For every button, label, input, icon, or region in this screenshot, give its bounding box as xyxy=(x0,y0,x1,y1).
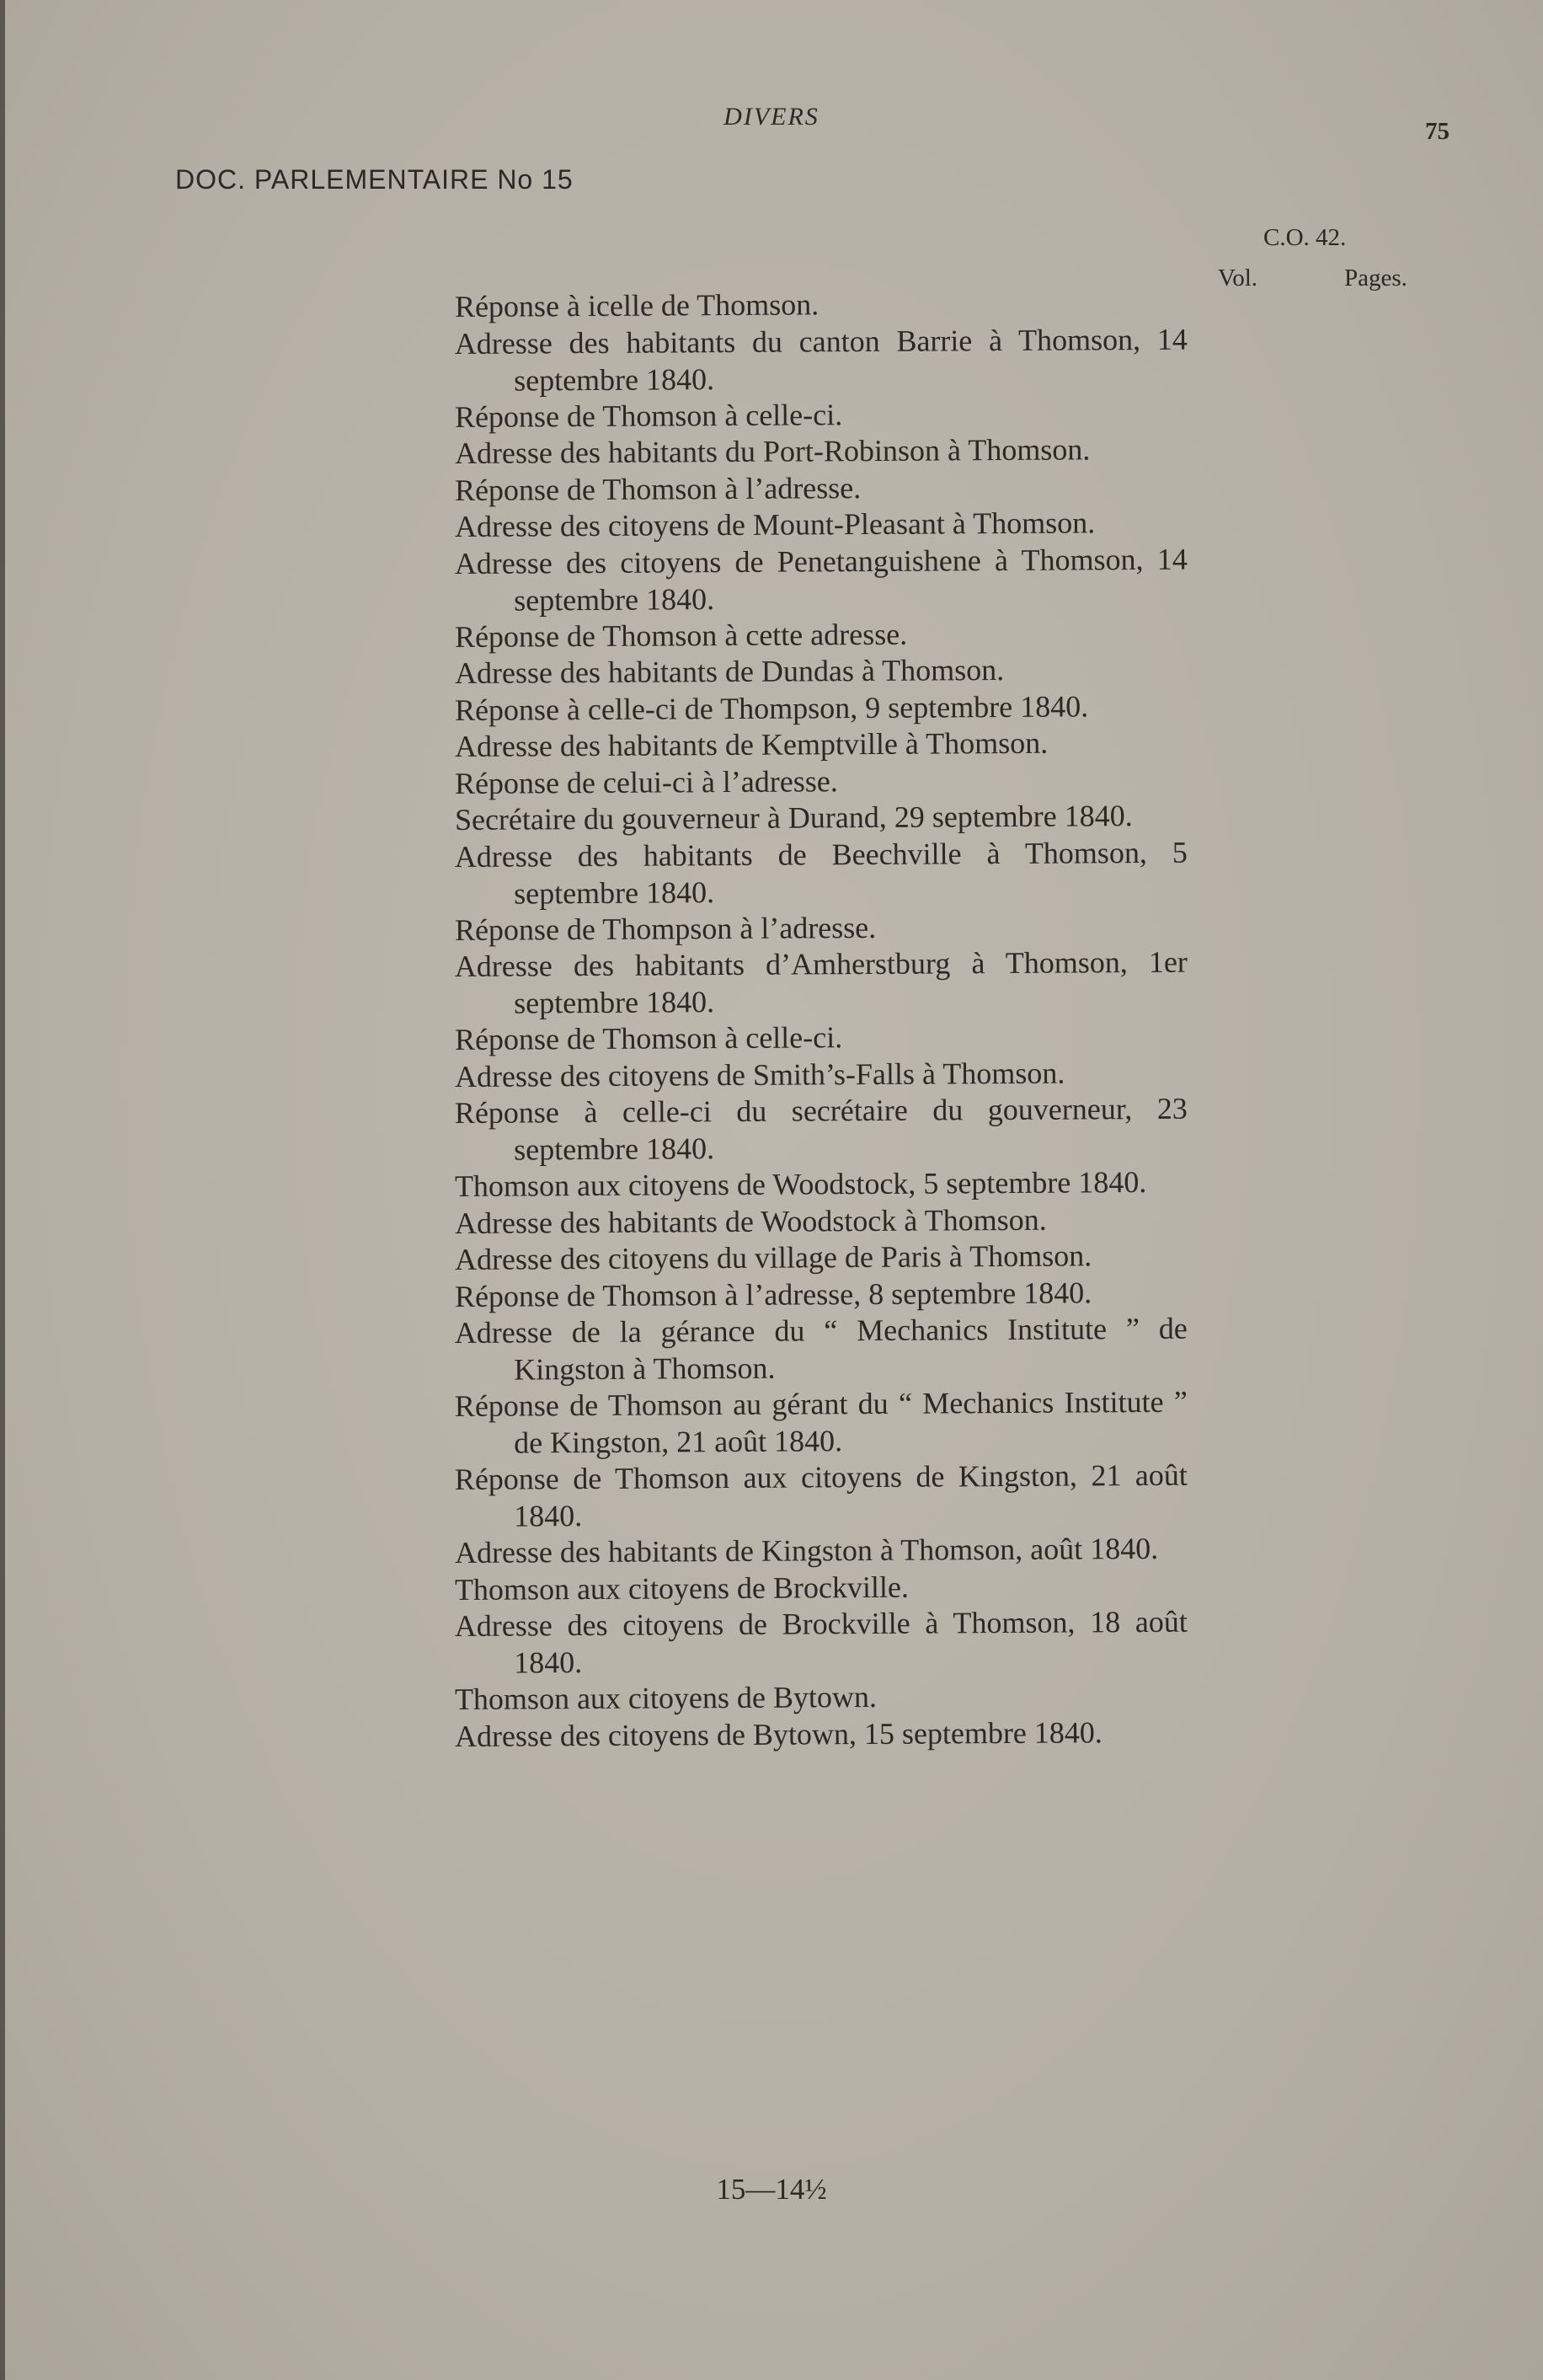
running-title: DIVERS xyxy=(723,103,820,131)
list-item: Réponse de Thomson à l’adresse. xyxy=(454,470,862,507)
page-binding-edge xyxy=(0,0,5,2380)
list-item: Adresse des citoyens de Bytown, 15 septembre 1840. xyxy=(454,1714,1103,1753)
list-item: Adresse des habitants de Kemptville à Thomson. xyxy=(454,725,1049,763)
list-item: Adresse de la gérance du “ Mechanics Institute ” de Kingston à Thomson. xyxy=(454,1311,1188,1387)
pages-column-header: Pages. xyxy=(1344,265,1407,291)
list-item: Adresse des habitants du canton Barrie à Thomson, 14 septembre 1840. xyxy=(454,322,1188,397)
list-item: Adresse des habitants d’Amherstburg à Thomson, 1er septembre 1840. xyxy=(454,944,1188,1020)
list-item: Adresse des citoyens de Brockville à Thomson, 18 août 1840. xyxy=(454,1604,1188,1680)
list-item: Adresse des habitants de Beechville à Thomson, 5 septembre 1840. xyxy=(454,835,1188,910)
list-item: Réponse de Thomson à celle-ci. xyxy=(454,397,843,434)
list-item: Adresse des citoyens de Mount-Pleasant à Thomson. xyxy=(454,505,1096,543)
list-item: Réponse de Thomson aux citoyens de Kingston, 21 août 1840. xyxy=(454,1457,1188,1533)
list-item: Adresse des habitants de Woodstock à Thomson. xyxy=(454,1202,1047,1240)
list-item: Réponse de Thomson à l’adresse, 8 septembre 1840. xyxy=(454,1275,1092,1313)
list-item: Adresse des citoyens de Smith’s-Falls à Thomson. xyxy=(454,1056,1065,1094)
list-item: Secrétaire du gouverneur à Durand, 29 septembre 1840. xyxy=(454,799,1133,837)
list-item: Thomson aux citoyens de Brockville. xyxy=(454,1570,910,1607)
list-item: Réponse à icelle de Thomson. xyxy=(454,287,820,324)
list-item: Réponse de Thompson à l’adresse. xyxy=(454,910,877,947)
list-item: Adresse des habitants de Dundas à Thomson. xyxy=(454,653,1005,690)
volume-column-header: Vol. xyxy=(1218,265,1258,291)
list-item: Thomson aux citoyens de Bytown. xyxy=(454,1679,878,1716)
signature-mark: 15—14½ xyxy=(716,2173,827,2206)
list-item: Réponse de celui-ci à l’adresse. xyxy=(454,763,838,800)
list-item: Adresse des citoyens du village de Paris à Thomson. xyxy=(454,1238,1092,1276)
list-item: Adresse des habitants de Kingston à Thomson, août 1840. xyxy=(454,1531,1159,1570)
list-item: Adresse des habitants du Port-Robinson à Thomson. xyxy=(454,432,1091,470)
list-item: Réponse à celle-ci du secrétaire du gouverneur, 23 septembre 1840. xyxy=(454,1091,1188,1167)
reference-series-label: C.O. 42. xyxy=(1263,224,1347,251)
list-item: Réponse de Thomson à celle-ci. xyxy=(454,1020,843,1056)
entry-list xyxy=(455,289,1188,1755)
list-item: Adresse des citoyens de Penetanguishene à Thomson, 14 septembre 1840. xyxy=(454,542,1188,617)
list-item: Thomson aux citoyens de Woodstock, 5 septembre 1840. xyxy=(454,1164,1147,1203)
list-item: Réponse de Thomson à cette adresse. xyxy=(454,617,908,654)
page-number: 75 xyxy=(1425,118,1450,145)
list-item: Réponse à celle-ci de Thompson, 9 septembre 1840. xyxy=(454,688,1089,727)
list-item: Réponse de Thomson au gérant du “ Mechanics Institute ” de Kingston, 21 août 1840. xyxy=(454,1384,1188,1460)
document-reference: DOC. PARLEMENTAIRE No 15 xyxy=(175,164,574,195)
